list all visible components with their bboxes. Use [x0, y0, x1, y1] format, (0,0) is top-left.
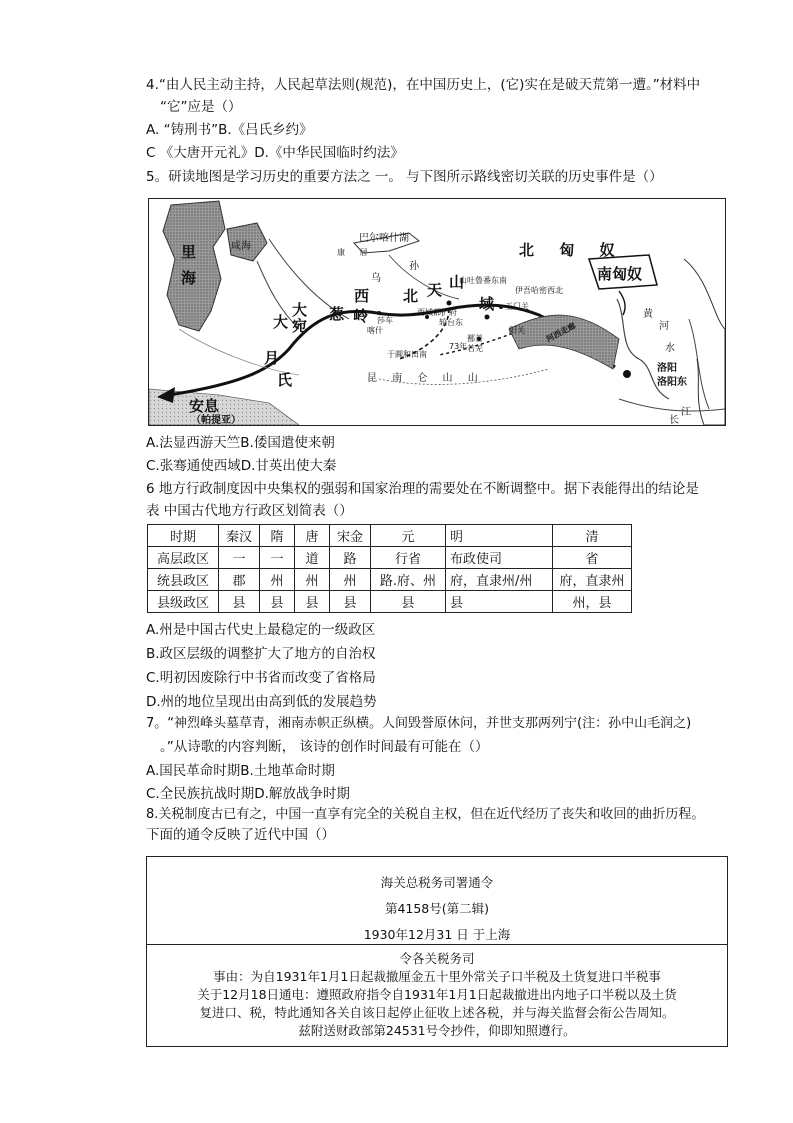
map-label-yue: 月 [264, 349, 280, 367]
notice-date: 1930年12月31 日 于上海 [363, 927, 511, 942]
notice-recipient: 令各关税务司 [399, 951, 475, 966]
q5-options-ab: A.法显西游天竺B.倭国遣使来朝 [146, 435, 335, 451]
map-label-da: 大 [273, 313, 289, 331]
map-label-tian: 天 [427, 281, 443, 299]
table-cell: 明 [446, 525, 553, 547]
customs-notice-box [146, 856, 728, 1047]
map-label-bei-xiongnu: 北 匈 奴 [519, 241, 625, 259]
table-cell: 州 [260, 569, 295, 591]
map-label-he: 河 [659, 321, 669, 332]
table-cell: 道 [295, 547, 330, 569]
q8-stem-line2: 下面的通令反映了近代中国（） [146, 827, 335, 843]
q8-stem-line1: 8.关税制度古已有之，中国一直享有完全的关税自主权，但在近代经历了丧失和收回的曲折历程。 [146, 807, 705, 822]
q7-options-cd: C.全民族抗战时期D.解放战争时期 [146, 786, 350, 802]
q6-option-a: A.州是中国古代史上最稳定的一级政区 [146, 622, 376, 638]
table-cell: 元 [371, 525, 446, 547]
table-row [148, 591, 632, 613]
table-cell: 县 [446, 591, 553, 613]
table-cell: 州，县 [553, 591, 632, 613]
q5-options-cd: C.张骞通使西域D.甘英出使大秦 [146, 458, 337, 474]
table-cell: 一 [260, 547, 295, 569]
table-cell: 府，直隶州 [553, 569, 632, 591]
table-cell: 县级政区 [148, 591, 219, 613]
q7-stem-line1: 7。“神烈峰头墓草青，湘南赤帜正纵横。人间毁誉原休问，并世支那两列宁(注：孙中山毛润之) [146, 716, 692, 731]
map-label-ling: 岭 [353, 307, 369, 325]
map-label-pati: （帕提亚） [191, 415, 241, 426]
map-label-sun: 孙 [409, 261, 419, 272]
map-label-luoyang: 洛阳 [657, 363, 677, 374]
table-cell: 高层政区 [148, 547, 219, 569]
table-cell: 唐 [295, 525, 330, 547]
map-label-shache: 莎车 [377, 316, 393, 325]
table-cell: 宋金 [330, 525, 371, 547]
map-label-yu: 域 [479, 295, 495, 313]
table-cell: 秦汉 [219, 525, 260, 547]
table-cell: 州 [330, 569, 371, 591]
map-label-yutian: 于阗和田南 [387, 350, 427, 359]
q4-stem-line2: “它”应是（） [160, 99, 242, 115]
table-cell: 县 [219, 591, 260, 613]
table-cell: 时期 [148, 525, 219, 547]
q4-options-cd: C 《大唐开元礼》D.《中华民国临时约法》 [146, 145, 404, 161]
table-row [148, 569, 632, 591]
map-label-dayuan-yuan: 宛 [292, 317, 308, 335]
notice-body-line2: 关于12月18日通电：遵照政府指令自1931年1月1日起裁撤进出内地子口半税以及土货 [197, 987, 677, 1002]
map-label-kashi: 喀什 [367, 326, 383, 335]
map-label-yangguan: 阳关 [509, 326, 525, 335]
map-label-chang: 长 [669, 415, 679, 426]
map-label-shi: 氏 [277, 371, 293, 389]
notice-body-line4: 兹附送财政部第24531号令抄件，仰即知照遵行。 [298, 1023, 576, 1038]
table-cell: 县 [371, 591, 446, 613]
q4-options-ab: A. “铸刑书”B.《吕氏乡约》 [146, 122, 313, 138]
map-label-li: 里 [181, 243, 197, 261]
table-cell: 路 [330, 547, 371, 569]
notice-title: 海关总税务司署通令 [380, 875, 494, 890]
notice-body-line1: 事由：为自1931年1月1日起裁撤厘金五十里外常关子口半税及土货复进口半税事 [213, 969, 661, 984]
map-label-bei: 北 [403, 287, 419, 305]
table-cell: 路.府、州 [371, 569, 446, 591]
table-cell: 清 [553, 525, 632, 547]
q7-options-ab: A.国民革命时期B.土地革命时期 [146, 763, 335, 779]
map-label-jiang: 江 [681, 407, 691, 418]
q7-stem-line2: 。”从诗歌的内容判断， 该诗的创作时间最有可能在（） [160, 739, 489, 755]
silk-road-map [148, 198, 726, 426]
notice-divider [147, 944, 727, 945]
hexi-corridor [509, 315, 619, 369]
map-label-yiwu: 伊吾哈密西北 [515, 286, 563, 295]
q6-option-d: D.州的地位呈现出由高到低的发展趋势 [146, 694, 377, 710]
map-label-cong: 葱 [329, 305, 345, 323]
map-label-tulufan: 山吐鲁番东南 [459, 276, 507, 285]
table-row [148, 525, 632, 547]
table-cell: 隋 [260, 525, 295, 547]
table-cell: 县 [260, 591, 295, 613]
notice-number: 第4158号(第二辑) [384, 901, 490, 916]
map-label-nan-xiongnu: 南匈奴 [597, 265, 643, 283]
q6-stem-line2: 表 中国古代地方行政区划简表（） [146, 503, 353, 519]
map-label-shui: 水 [665, 343, 675, 354]
q5-stem: 5。研读地图是学习历史的重要方法之 一。 与下图所示路线密切关联的历史事件是（） [146, 169, 663, 185]
map-label-kunlun: 昆 南 仑 山 山 [367, 373, 484, 384]
table-cell: 统县政区 [148, 569, 219, 591]
table-cell: 郡 [219, 569, 260, 591]
q6-stem-line1: 6 地方行政制度因中央集权的强弱和国家治理的需要处在不断调整中。据下表能得出的结论是 [146, 481, 699, 497]
map-label-ruoqiang: 若羌 [467, 344, 483, 353]
q4-stem-line1: 4.“由人民主动主持，人民起草法则(规范)，在中国历史上，(它)实在是破天荒第一遭。”材料中 [146, 77, 701, 93]
table-cell: 府，直隶州/州 [446, 569, 553, 591]
table-cell: 省 [553, 547, 632, 569]
map-label-shanshan: 鄯善 [467, 334, 483, 343]
q6-option-c: C.明初因废除行中书省而改变了省格局 [146, 670, 376, 686]
map-label-hexi: 河西走廊 [544, 321, 578, 344]
map-label-huang: 黄 [643, 309, 653, 320]
map-label-anxi: 安息 [189, 397, 220, 415]
map-label-luoyangdong: 洛阳东 [657, 377, 687, 388]
map-label-luntai: 轮台东 [439, 318, 463, 327]
caspian-sea [163, 201, 225, 331]
notice-body-line3: 复进口、税，特此通知各关自该日起停止征收上述各税，并与海关监督会衔公告周知。 [199, 1005, 675, 1020]
map-label-xi: 西 [354, 287, 370, 305]
east-coast [684, 259, 725, 425]
map-label-shan: 山 [449, 273, 465, 291]
table-row [148, 547, 632, 569]
map-label-kangju: 康 居 [337, 248, 374, 257]
map-label-xianhai: 咸海 [231, 241, 251, 252]
map-label-hai: 海 [181, 269, 197, 287]
map-label-wu: 乌 [371, 273, 381, 284]
admin-division-table [147, 524, 632, 613]
map-label-duhu: 西域都护府 [417, 308, 457, 317]
map-label-dayuan-da: 大 [292, 301, 308, 319]
table-cell: 一 [219, 547, 260, 569]
map-label-73: 73年 [449, 342, 468, 351]
table-cell: 行省 [371, 547, 446, 569]
table-cell: 州 [295, 569, 330, 591]
table-cell: 县 [330, 591, 371, 613]
map-label-balkhash: 巴尔喀什湖 [359, 233, 409, 244]
table-cell: 县 [295, 591, 330, 613]
table-cell: 布政使司 [446, 547, 553, 569]
map-label-yumen: 玉门关 [505, 302, 529, 311]
q6-option-b: B.政区层级的调整扩大了地方的自治权 [146, 646, 376, 662]
